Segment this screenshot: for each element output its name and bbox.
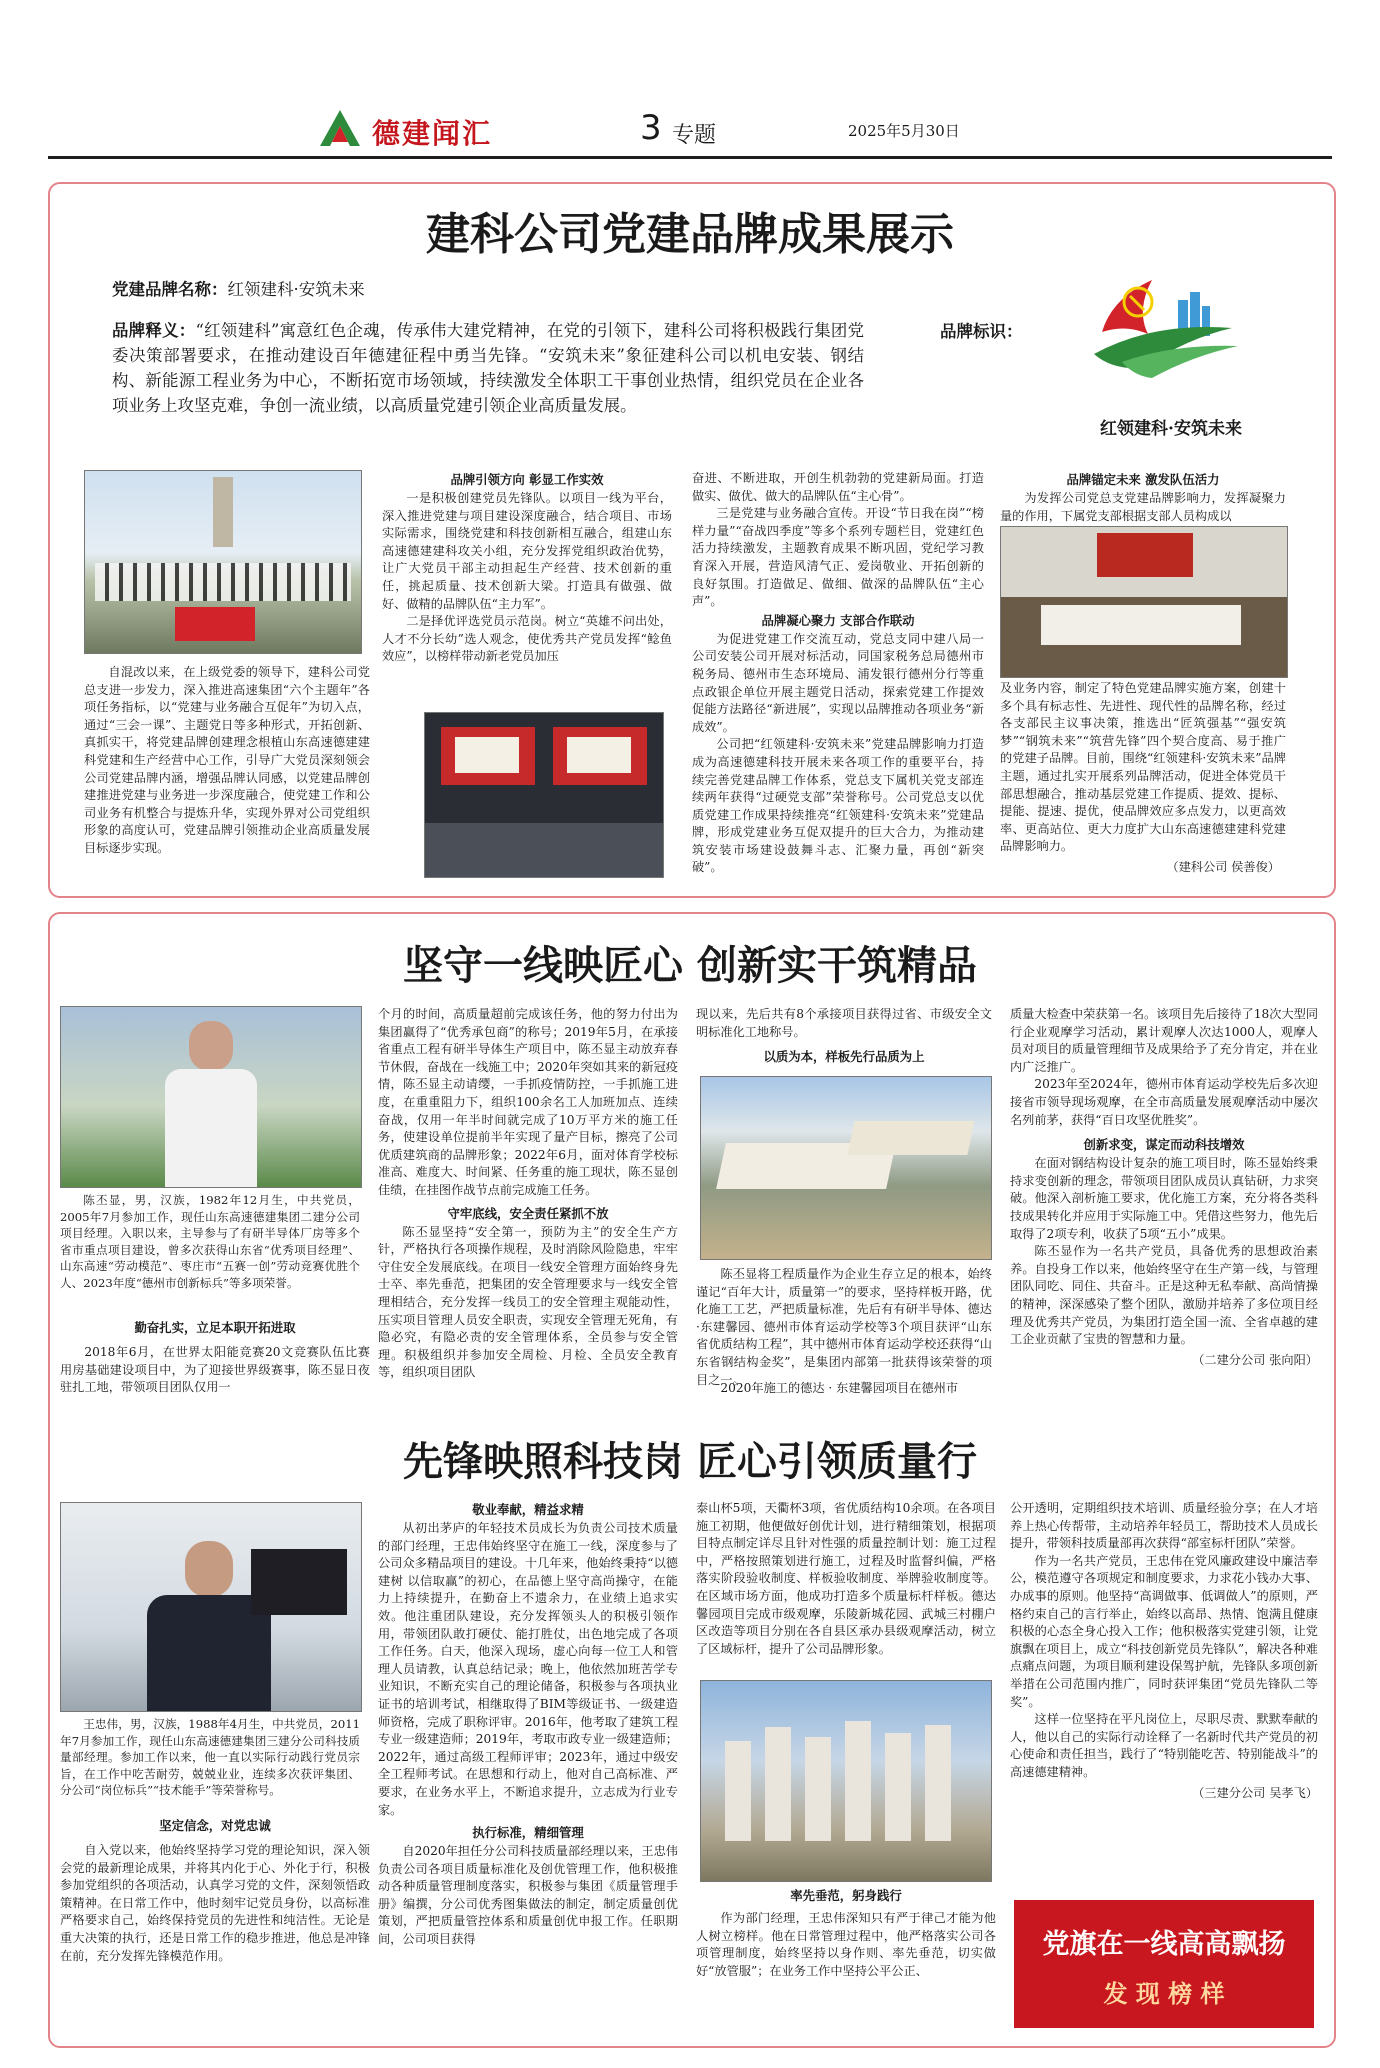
article-column bbox=[378, 1500, 678, 1949]
subheading: 坚定信念，对党忠诚 bbox=[159, 1818, 271, 1833]
paragraph: 公开透明，定期组织技术培训、质量经验分享；在人才培养上热心传帮带，主动培养年轻员工，帮助技术人员成长提升，带领科技质量部再次获得“部室标杆团队”荣誉。 bbox=[1010, 1501, 1318, 1551]
paragraph: 公司把“红领建科·安筑未来”党建品牌影响力打造成为高速德建科技开展未来各项工作的重要平台，持续完善党建品牌工作体系，党总支下属机关党支部连续两年获得“过硬党支部”荣誉称号。公司党总支以优质党建工作成果持续推亮“红领建科·安筑未来”党建品牌，形成党建业务互促双提升的巨大合力，为推动建筑安装市场建设鼓舞斗志、汇聚力量，再创“新突破”。 bbox=[692, 737, 984, 875]
paragraph: 自混改以来，在上级党委的领导下，建科公司党总支进一步发力，深入推进高速集团“六个主题年”各项任务指标，以“党建与业务融合互促年”为切入点，通过“三会一课”、主题党日等多种形式，开拓创新、真抓实干，将党建品牌创建理念根植山东高速德建建科党建和生产经营中心工作，引导广大党员深刻领会公司党建品牌内涵，增强品牌认同感，以党建品牌创建推进党建与业务进一步深度融合，使党建工作和公司业务有机整合与提炼升华，实现外界对公司党组织形象的高度认可，党建品牌引领推动企业高质量发展目标逐步实现。 bbox=[84, 665, 370, 855]
subheading: 品牌引领方向 彰显工作实效 bbox=[450, 472, 604, 487]
article-column bbox=[60, 1318, 370, 1397]
paragraph: 陈丕显将工程质量作为企业生存立足的根本，始终谨记“百年大计，质量第一”的要求，坚持样板开路，优化施工工艺，严把质量标准，先后有有研半导体、德达·东建馨园、德州市体育运动学校等3个项目获评“山东省优质结构工程”，其中德州市体育运动学校还获得“山东省钢结构金奖”，是集团内部第一批获得该荣誉的项目之一。 bbox=[696, 1267, 992, 1387]
logo-text: 红领建科·安筑未来 bbox=[1100, 419, 1242, 439]
brand-name-line bbox=[112, 276, 365, 300]
subheading: 守牢底线，安全责任紧抓不放 bbox=[447, 1205, 609, 1221]
group-photo-party-flag bbox=[84, 470, 362, 654]
meeting-room-photo bbox=[1000, 526, 1288, 678]
article-column bbox=[1000, 470, 1286, 525]
brand-meaning-text: “红领建科”寓意红色企魂，传承伟大建党精神，在党的引领下，建科公司将积极践行集团党委决策部署要求，在推动建设百年德建征程中勇当先锋。“安筑未来”象征建科公司以机电安装、钢结构、新能源工程业务为中心，不断拓宽市场领域，持续激发全体职工干事创业热情，组织党员在企业各项业务上攻坚克难，争创一流业绩，以高质量党建引领企业高质量发展。 bbox=[112, 321, 864, 415]
article-title: 先锋映照科技岗 匠心引领质量行 bbox=[403, 1438, 977, 1485]
paragraph: 陈丕显作为一名共产党员，具备优秀的思想政治素养。自投身工作以来，他始终坚守在生产第一线，与管理团队同吃、同住、共奋斗。正是这种无私奉献、高尚情操的精神，深深感染了整个团队，激励并培养了多位项目经理及优秀共产党员，为集团打造全国一流、全省卓越的建工企业贡献了宝贵的智慧和力量。 bbox=[1010, 1244, 1318, 1347]
subheading: 创新求变，谋定而动科技增效 bbox=[1083, 1137, 1245, 1153]
paragraph: 三是党建与业务融合宣传。开设“节日我在岗”“榜样力量”“奋战四季度”等多个系列专题栏目，党建红色活力持续激发，主题教育成果不断巩固，党纪学习教育深入开展，营造风清气正、爱岗敬业、开拓创新的良好氛围。打造做足、做细、做深的品牌队伍“主心声”。 bbox=[692, 506, 984, 609]
brand-meaning bbox=[112, 318, 864, 418]
paragraph: 质量大检查中荣获第一名。该项目先后接待了18次大型同行企业观摩学习活动，累计观摩人次达1000人，观摩人员对项目的质量管理细节及成果给予了充分肯定，并在业内广泛推广。 bbox=[1010, 1007, 1319, 1074]
paragraph: 自入党以来，他始终坚持学习党的理论知识，深入领会党的最新理论成果，并将其内化于心、外化于行，积极参加党组织的各项活动，认真学习党的文件，深刻领悟政策精神。在日常工作中，他时刻牢记党员身份，以高标准严格要求自己，始终保持党员的先进性和纯洁性。无论是重大决策的执行，还是日常工作的稳步推进，他总是冲锋在前，充分发挥先锋模范作用。 bbox=[60, 1843, 370, 1963]
paragraph: 这样一位坚持在平凡岗位上，尽职尽责、默默奉献的人，他以自己的实际行动诠释了一名新时代共产党员的初心使命和责任担当，践行了“特别能吃苦、特别能战斗”的高速德建精神。 bbox=[1010, 1712, 1318, 1779]
byline: （二建分公司 张向阳） bbox=[1192, 1352, 1318, 1367]
article-column bbox=[382, 470, 672, 666]
subheading: 品牌锚定未来 激发队伍活力 bbox=[1066, 472, 1220, 487]
paragraph: 现以来，先后共有8个承接项目获得过省、市级安全文明标准化工地称号。 bbox=[696, 1007, 992, 1039]
newspaper-logo-icon bbox=[318, 108, 362, 148]
paragraph: 2018年6月，在世界太阳能竞赛20文竞赛队伍比赛用房基础建设项目中，为了迎接世界级赛事，陈丕显日夜驻扎工地，带领项目团队仅用一 bbox=[60, 1345, 370, 1395]
article-column bbox=[692, 470, 984, 877]
brand-name-value: 红领建科·安筑未来 bbox=[227, 280, 365, 299]
aerial-residential-photo bbox=[700, 1680, 992, 1882]
article-title: 建科公司党建品牌成果展示 bbox=[426, 209, 954, 260]
paragraph: 及业务内容，制定了特色党建品牌实施方案，创建十多个具有标志性、先进性、现代性的品牌名称，经过各支部民主议事决策，推选出“匠筑强基”“强安筑梦”“钢筑未来”“筑营先锋”四个契合度高、易于推广的党建子品牌。目前，围绕“红领建科·安筑未来”品牌主题，通过扎实开展系列品牌活动，促进全体党员干部思想融合，推动基层党建工作提质、提效、提标、提能、提速、提优，使品牌效应多点发力，以更高效率、更高站位、更大力度扩大山东高速德建建科党建品牌影响力。 bbox=[1000, 681, 1286, 854]
presentation-room-photo bbox=[424, 712, 664, 878]
bio-caption: 王忠伟，男，汉族，1988年4月生，中共党员，2011年7月参加工作，现任山东高速德建集团三建分公司科技质量部经理。参加工作以来，他一直以实际行动践行党员宗旨，在工作中吃苦耐劳，兢兢业业，连续多次获评集团、分公司“岗位标兵”“技术能手”等荣誉称号。 bbox=[60, 1717, 360, 1797]
bio-caption: 陈丕显，男，汉族，1982年12月生，中共党员，2005年7月参加工作，现任山东高速德建集团二建分公司项目经理。入职以来，主导参与了有研半导体厂房等多个省市重点项目建设，曾多次获得山东省“优秀项目经理”、山东高速“劳动模范”、枣庄市“五赛一创”劳动竞赛优胜个人、2023年度“德州市创新标兵”等多项荣誉。 bbox=[60, 1193, 360, 1290]
banner-title: 党旗在一线高高飘扬 bbox=[1042, 1929, 1286, 1960]
paragraph: 2020年施工的德达 · 东建馨园项目在德州市 bbox=[720, 1381, 959, 1395]
subheading: 执行标准，精细管理 bbox=[472, 1825, 584, 1841]
subheading: 勤奋扎实，立足本职开拓进取 bbox=[134, 1320, 296, 1335]
logo-label: 品牌标识： bbox=[940, 322, 1023, 341]
brand-meaning-label: 品牌释义： bbox=[112, 321, 196, 340]
paragraph: 2023年至2024年，德州市体育运动学校先后多次迎接省市领导现场观摩，在全市高质量发展观摩活动中屡次名列前茅，获得“百日攻坚优胜奖”。 bbox=[1010, 1077, 1318, 1127]
article-column bbox=[696, 1006, 992, 1067]
paragraph: 为发挥公司党总支党建品牌影响力，发挥凝聚力量的作用，下属党支部根据支部人员构成以 bbox=[1000, 491, 1286, 523]
article-column bbox=[1010, 1500, 1318, 1801]
paragraph: 从初出茅庐的年轻技术员成长为负责公司技术质量的部门经理，王忠伟始终坚守在施工一线，深度参与了公司众多精品项目的建设。十几年来，他始终秉持“以德建树 以信取赢”的初心，在品德上坚守高尚操守，在能力上持续提升，在勤奋上不遗余力，在业绩上追求实效。他注重团队建设，充分发挥领头人的积极引领作用，带领团队敢打硬仗、能打胜仗，出色地完成了各项工作任务。白天，他深入现场，虚心向每一位工人和管理人员请教，认真总结记录；晚上，他依然加班苦学专业知识，不断充实自己的理论储备，积极参与各项执业证书的培训考试，相继取得了BIM等级证书、一级建造师资格，完成了职称评审。2016年，他考取了建筑工程专业一级建造师；2019年，考取市政专业一级建造师；2022年，通过高级工程师评审；2023年，通过中级安全工程师考试。在思想和行动上，他对自己高标准、严要求，在业务水平上，不断追求提升，立志成为行业专家。 bbox=[378, 1521, 678, 1817]
paragraph: 二是择优评选党员示范岗。树立“英雄不问出处，人才不分长幼”选人观念，使优秀共产党员发挥“鲶鱼效应”，以榜样带动新老党员加压 bbox=[382, 614, 672, 664]
paragraph: 自2020年担任分公司科技质量部经理以来，王忠伟负责公司各项目质量标准化及创优管理工作，他积极推动各种质量管理制度落实，积极参与集团《质量管理手册》编撰，分公司优秀图集做法的制定，制定质量创优策划，严把质量管控体系和质量创优申报工作。任职期间，公司项目获得 bbox=[378, 1844, 678, 1947]
issue-date: 2025年5月30日 bbox=[848, 122, 960, 140]
page-number: 3 bbox=[640, 108, 662, 148]
paragraph: 一是积极创建党员先锋队。以项目一线为平台，深入推进党建与项目建设深度融合，结合项目、市场实际需求，围绕党建和科技创新相互融合，组建山东高速德建建科攻关小组，充分发挥党组织政治优势，让广大党员干部主动担起生产经营、技术创新的重任，挑起质量、技术创新大梁。打造具有做强、做好、做精的品牌队伍“主力军”。 bbox=[382, 491, 672, 611]
subheading: 敬业奉献，精益求精 bbox=[472, 1502, 584, 1517]
banner-subtitle: 发 现 榜 样 bbox=[1103, 1980, 1225, 2008]
article-title: 坚守一线映匠心 创新实干筑精品 bbox=[403, 942, 977, 989]
party-flag-banner bbox=[1014, 1900, 1314, 2028]
byline: （三建分公司 吴孝飞） bbox=[1192, 1785, 1318, 1800]
paragraph: 陈丕显坚持“安全第一，预防为主”的安全生产方针，严格执行各项操作规程，及时消除风险隐患，牢牢守住安全发展底线。在项目一线安全管理方面始终身先士卒、率先垂范，把集团的安全管理要求与一线安全管理相结合，充分发挥一线员工的安全管理主观能动性，压实项目管理人员安全职责，实现安全管理无死角，有隐必究，有隐必责的安全管理体系，全员参与安全管理。积极组织并参加安全周检、月检、全员安全教育等，组织项目团队 bbox=[378, 1224, 678, 1380]
paragraph: 奋进、不断进取，开创生机勃勃的党建新局面。打造做实、做优、做大的品牌队伍“主心骨”。 bbox=[692, 471, 984, 503]
byline: （建科公司 侯善俊） bbox=[1166, 860, 1280, 874]
newspaper-name: 德建闻汇 bbox=[372, 117, 493, 150]
paragraph: 个月的时间，高质量超前完成该任务，他的努力付出为集团赢得了“优秀承包商”的称号；2019年5月，在承接省重点工程有研半导体生产项目中，陈丕显主动放弃春节休假，奋战在一线施工中；2020年突如其来的新冠疫情，陈丕显主动请缨，一手抓疫情防控，一手抓施工进度，在重重阻力下，组织100余名工人加班加点、连续奋战，仅用一年半时间就完成了10万平方米的施工任务，使建设单位提前半年实现了量产目标，擦亮了公司优质建筑商的品牌形象；2022年6月，面对体育学校标准高、难度大、时间紧、任务重的施工现状，陈丕显创佳绩，在挂图作战节点前完成施工任务。 bbox=[378, 1007, 678, 1197]
paragraph: 在面对钢结构设计复杂的施工项目时，陈丕显始终秉持求变创新的理念，带领项目团队成员认真钻研，力求突破。他深入剖析施工要求，优化施工方案，充分将各类科技成果转化并应用于实际施工中。凭借这些努力，他先后取得了2项专利，收获了5项“五小”成果。 bbox=[1010, 1156, 1318, 1241]
article-column bbox=[378, 1006, 678, 1382]
subheading: 率先垂范，躬身践行 bbox=[790, 1888, 902, 1903]
party-brand-logo-icon bbox=[1082, 258, 1250, 398]
subheading: 以质为本，样板先行品质为上 bbox=[763, 1049, 925, 1065]
subheading: 品牌凝心聚力 支部合作联动 bbox=[761, 612, 915, 628]
section-name: 专题 bbox=[672, 123, 717, 148]
paragraph: 为促进党建工作交流互动，党总支同中建八局一公司安装公司开展对标活动，同国家税务总局德州市税务局、德州市生态环境局、浦发银行德州分行等重点政银企单位开展主题党日活动，探索党建工作提效促能方法路径“新进展”，实现以品牌推动各项业务“新成效”。 bbox=[692, 631, 984, 734]
paragraph: 作为部门经理，王忠伟深知只有严于律己才能为他人树立榜样。他在日常管理过程中，他严格落实公司各项管理制度，始终坚持以身作则、率先垂范，切实做好“放管服”；在业务工作中坚持公平公正、 bbox=[696, 1911, 996, 1978]
aerial-school-photo bbox=[700, 1076, 992, 1260]
article-column bbox=[60, 1816, 370, 1965]
paragraph: 泰山杯5项，天衢杯3项，省优质结构10余项。在各项目施工初期，他便做好创优计划，进行精细策划，根据项目特点制定详尽且针对性强的质量控制计划：施工过程中，严格按照策划进行施工，过程及时监督纠偏，严格落实阶段验收制度、样板验收制度、举牌验收制度等。在区域市场方面，他成功打造多个质量标杆样板。德达馨园项目完成市级观摩，乐陵新城花园、武城三村棚户区改造等项目分别在各自县区承办县级观摩活动，树立了区域标杆，提升了公司品牌形象。 bbox=[696, 1501, 996, 1656]
portrait-chen bbox=[60, 1006, 362, 1188]
portrait-wang bbox=[60, 1502, 362, 1712]
article-column bbox=[1010, 1006, 1318, 1368]
brand-name-label: 党建品牌名称： bbox=[112, 280, 228, 299]
paragraph: 作为一名共产党员，王忠伟在党风廉政建设中廉洁奉公，模范遵守各项规定和制度要求，力求花小钱办大事、办成事的原则。他坚持“高调做事、低调做人”的原则，严格约束自己的言行举止，始终以高昂、热情、饱满且健康积极的心态全身心投入工作；他积极落实党建引领，让党旗飘在项目上，成立“科技创新党员先锋队”，解决各种难点痛点问题，为项目顺利建设保驾护航，先锋队多项创新举措在公司范围内推广，同时获评集团“党员先锋队二等奖”。 bbox=[1010, 1553, 1318, 1709]
